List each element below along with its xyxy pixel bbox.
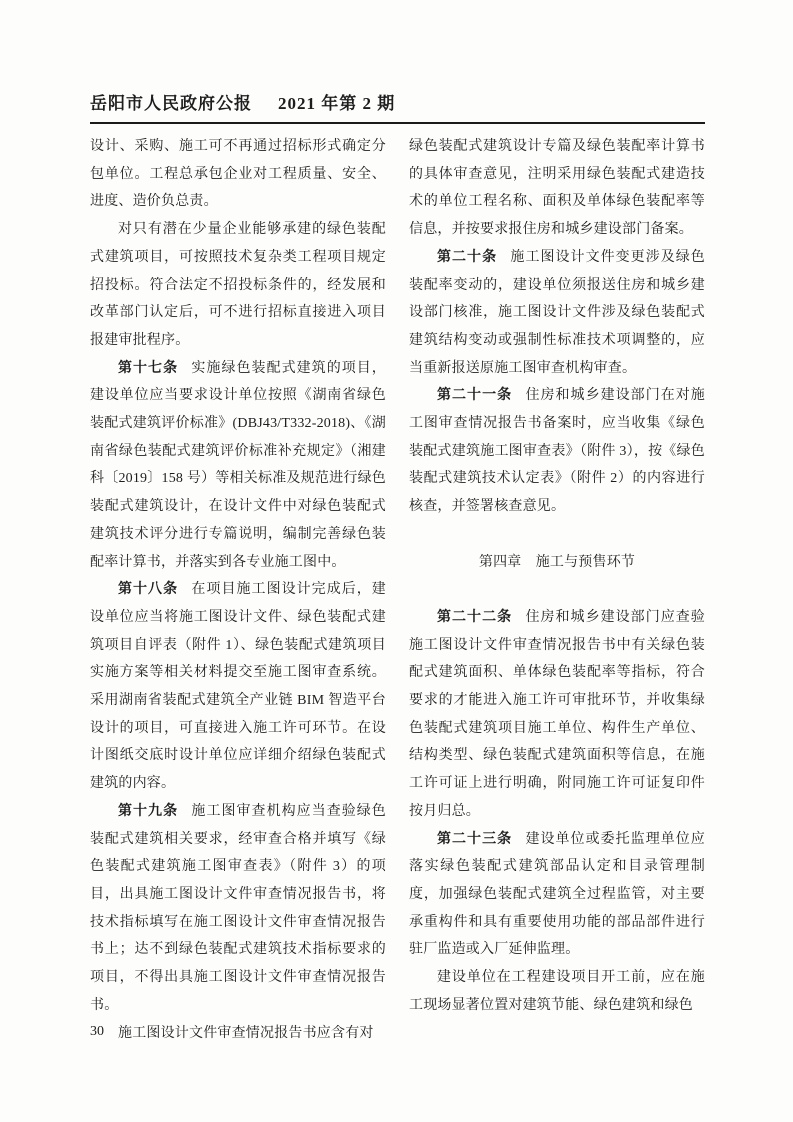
left-column	[90, 133, 386, 1047]
article-text: 施工图设计文件变更涉及绿色装配率变动的，建设单位须报送住房和城乡建设部门核准，施工图设计文件涉及绿色装配式建筑结构变动或强制性标准技术项调整的，应当重新报送原施工图审查机构审查。	[409, 249, 705, 376]
paragraph: 建设单位在工程建设项目开工前，应在施工现场显著位置对建筑节能、绿色建筑和绿色	[409, 970, 705, 1013]
gazette-title: 岳阳市人民政府公报	[90, 94, 252, 113]
issue-label: 2021 年第 2 期	[278, 94, 396, 113]
article-term: 第十八条	[118, 582, 179, 598]
header-rule	[90, 122, 705, 124]
article-term: 第二十一条	[437, 388, 513, 404]
paragraph: 绿色装配式建筑设计专篇及绿色装配率计算书的具体审查意见，注明采用绿色装配式建造技术的单位工程名称、面积及单体绿色装配率等信息，并按要求报住房和城乡建设部门备案。	[409, 139, 705, 238]
article-term: 第十七条	[118, 360, 179, 376]
paragraph: 施工图设计文件审查情况报告书应含有对	[118, 1025, 374, 1041]
paragraph-article-18	[90, 576, 386, 798]
paragraph-article-17	[90, 355, 386, 577]
article-term: 第二十三条	[437, 831, 513, 847]
article-text: 住房和城乡建设部门应查验施工图设计文件审查情况报告书中有关绿色装配式建筑面积、单体绿色装配率等指标，符合要求的才能进入施工许可审批环节，并收集绿色装配式建筑项目施工单位、构件生产单位、结构类型、绿色装配式建筑面积等信息，在施工许可证上进行明确，附同施工许可证复印件按月归总。	[409, 609, 705, 819]
article-text: 施工图审查机构应当查验绿色装配式建筑相关要求，经审查合格并填写《绿色装配式建筑施工图审查表》（附件 3）的项目，出具施工图设计文件审查情况报告书，将技术指标填写在施工图设计文件审查情况报告书上；达不到绿色装配式建筑技术指标要求的项目，不得出具施工图设计文件审查情况报告书。	[90, 803, 386, 1013]
article-text: 实施绿色装配式建筑的项目，建设单位应当要求设计单位按照《湖南省绿色装配式建筑评价标准》(DBJ43/T332-2018)、《湖南省绿色装配式建筑评价标准补充规定》（湘建科〔2019〕158 号）等相关标准及规范进行绿色装配式建筑设计，在设计文件中对绿色装配式建筑技术评分进行专篇说明，编制完善绿色装配率计算书，并落实到各专业施工图中。	[90, 360, 386, 570]
paragraph: 对只有潜在少量企业能够承建的绿色装配式建筑项目，可按照技术复杂类工程项目规定招投标。符合法定不招投标条件的，经发展和改革部门认定后，可不进行招标直接进入项目报建审批程序。	[90, 222, 386, 348]
page-number: 30	[90, 1024, 104, 1039]
paragraph-article-21	[409, 382, 705, 521]
article-text: 建设单位或委托监理单位应落实绿色装配式建筑部品认定和目录管理制度，加强绿色装配式建筑全过程监管，对主要承重构件和具有重要使用功能的部品部件进行驻厂监造或入厂延伸监理。	[409, 831, 705, 958]
paragraph: 设计、采购、施工可不再通过招标形式确定分包单位。工程总承包企业对工程质量、安全、进度、造价负总责。	[90, 139, 386, 210]
article-body	[90, 133, 705, 1047]
article-term: 第二十条	[437, 249, 498, 265]
page-header	[90, 93, 705, 115]
article-term: 第十九条	[118, 803, 179, 819]
chapter-heading: 第四章 施工与预售环节	[478, 554, 636, 570]
paragraph-article-23	[409, 826, 705, 965]
paragraph-article-22	[409, 604, 705, 826]
right-column	[409, 133, 705, 1047]
article-text: 在项目施工图设计完成后，建设单位应当将施工图设计文件、绿色装配式建筑项目自评表（附件 1）、绿色装配式建筑项目实施方案等相关材料提交至施工图审查系统。采用湖南省装配式建筑全产业链 BIM 智造平台设计的项目，可直接进入施工许可环节。在设计图纸交底时设计单位应详细介绍绿色装配式建筑的内容。	[90, 582, 386, 792]
paragraph-article-20	[409, 244, 705, 383]
article-text: 住房和城乡建设部门在对施工图审查情况报告书备案时，应当收集《绿色装配式建筑施工图审查表》（附件 3），按《绿色装配式建筑技术认定表》（附件 2）的内容进行核查，并签署核查意见。	[409, 388, 705, 515]
article-term: 第二十二条	[437, 609, 513, 625]
paragraph-article-19	[90, 798, 386, 1020]
